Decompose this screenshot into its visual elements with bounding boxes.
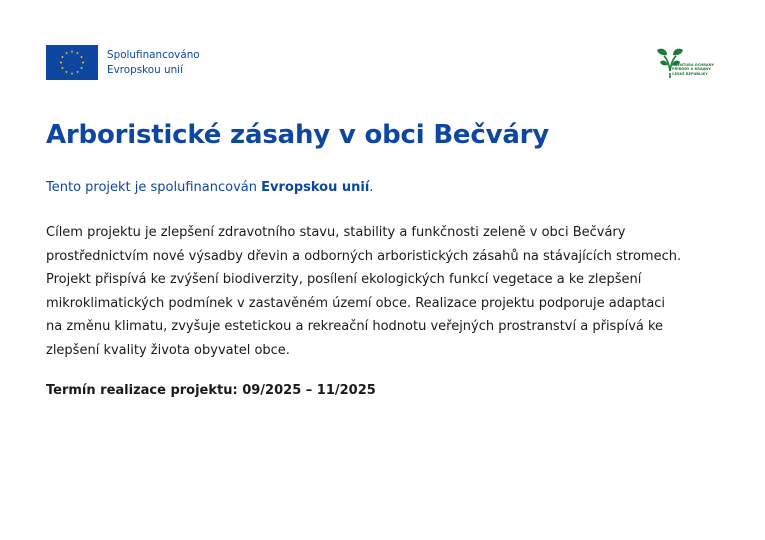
description-line: prostřednictvím nové výsadby dřevin a odborných arboristických zásahů na stávajících stromech.: [46, 248, 682, 264]
intro-strong: Evropskou unií: [261, 180, 370, 195]
eu-logo-text: [107, 48, 200, 78]
description-line: Cílem projektu je zlepšení zdravotního stavu, stability a funkčnosti zeleně v obci Bečváry: [46, 225, 626, 240]
intro-prefix: Tento projekt je spolufinancován: [46, 180, 262, 195]
eu-flag-icon: [46, 45, 98, 80]
aopk-logo-line-2: PŘÍRODY A KRAJINY: [672, 67, 711, 72]
intro-suffix: .: [369, 180, 374, 195]
description-line: mikroklimatických podmínek v zastavěném území obce. Realizace projektu podporuje adaptaci: [46, 295, 666, 311]
aopk-logo-line-1: AGENTURA OCHRANY: [672, 63, 715, 67]
eu-logo-line-1: Spolufinancováno: [107, 48, 200, 61]
page-title: Arboristické zásahy v obci Bečváry: [46, 120, 550, 150]
aopk-logo: [655, 45, 721, 85]
description-line: na změnu klimatu, zvyšuje estetickou a rekreační hodnotu veřejných prostranství a přispívá ke: [46, 319, 664, 334]
intro-paragraph: [46, 178, 373, 197]
project-description: [46, 221, 736, 362]
eu-logo-line-2: Evropskou unií: [107, 63, 183, 76]
project-term: Termín realizace projektu: 09/2025 – 11/2025: [46, 383, 376, 398]
eu-cofunding-logo: [46, 45, 200, 80]
aopk-logo-line-3: ČESKÉ REPUBLIKY: [672, 71, 708, 76]
description-line: zlepšení kvality života obyvatel obce.: [46, 342, 290, 358]
aopk-logo-text: [672, 63, 722, 76]
description-line: Projekt přispívá ke zvýšení biodiverzity, posílení ekologických funkcí vegetace a ke zlepšení: [46, 272, 642, 287]
